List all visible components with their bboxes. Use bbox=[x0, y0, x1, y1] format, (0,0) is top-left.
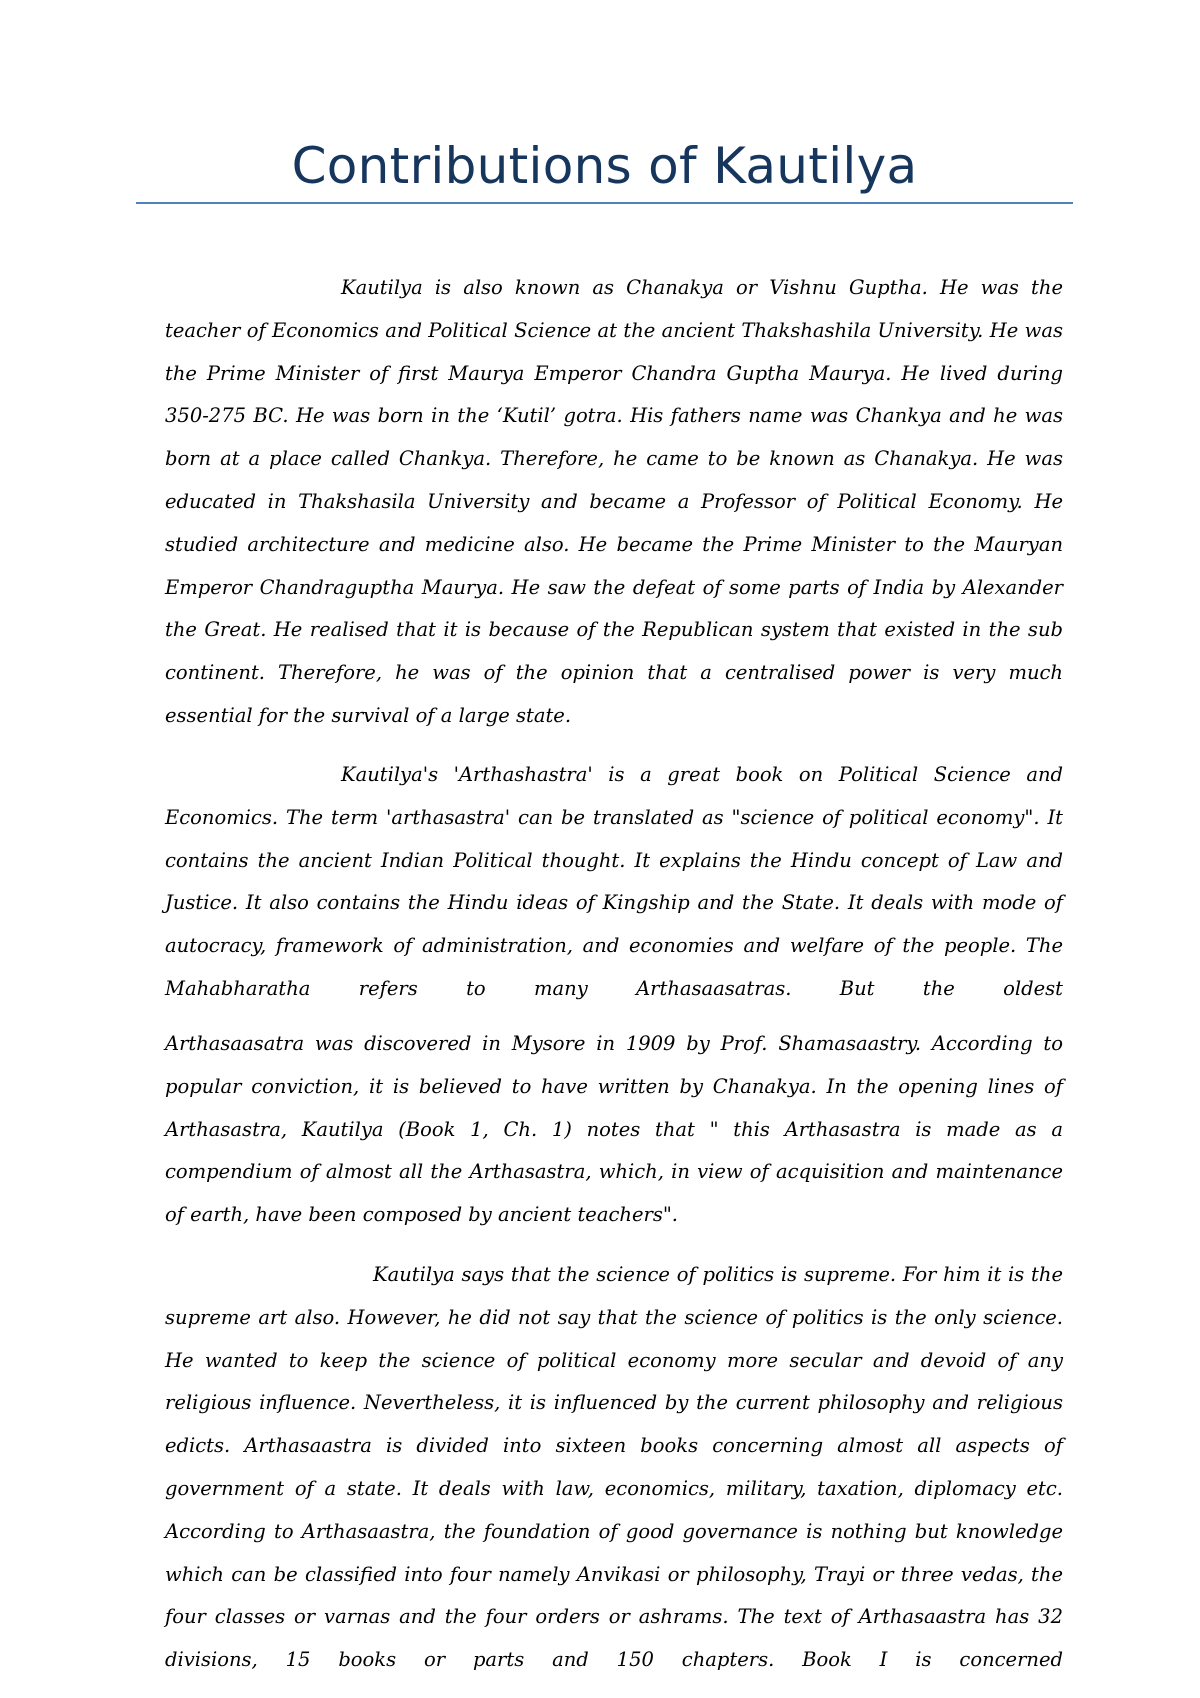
paragraph-arthashastra: Kautilya's 'Arthashastra' is a great book on Political Science and Economics. The term 'arthasastra' can be translated as "science of political economy". It contains the ancient Indian Political thought. It explains the Hindu concept of Law and Justice. It also contains the Hindu ideas of Kingship and the State. It deals with mode of autocracy, framework of administration, and economies and welfare of the people. The Mahabharatha refers to many Arthasaasatras. But the oldest bbox=[165, 763, 1063, 1000]
paragraph-science-of-politics: Kautilya says that the science of politics is supreme. For him it is the supreme art also. However, he did not say that the science of politics is the only science. He wanted to keep the science of political economy more secular and devoid of any religious influence. Nevertheless, it is influenced by the current philosophy and religious edicts. Arthasaastra is divided into sixteen books concerning almost all aspects of government of a state. It deals with law, economics, military, taxation, diplomacy etc. According to Arthasaastra, the foundation of good governance is nothing but knowledge which can be classified into four namely Anvikasi or philosophy, Trayi or three vedas, the four classes or varnas and the four orders or ashrams. The text of Arthasaastra has 32 divisions, 15 books or parts and 150 chapters. Book I is concerned bbox=[165, 1263, 1063, 1672]
title-underline bbox=[136, 202, 1073, 204]
paragraph-introduction: Kautilya is also known as Chanakya or Vishnu Guptha. He was the teacher of Economics and Political Science at the ancient Thakshashila University. He was the Prime Minister of first Maurya Emperor Chandra Guptha Maurya. He lived during 350-275 BC. He was born in the ‘Kutil’ gotra. His fathers name was Chankya and he was born at a place called Chankya. Therefore, he came to be known as Chanakya. He was educated in Thakshasila University and became a Professor of Political Economy. He studied architecture and medicine also. He became the Prime Minister to the Mauryan Emperor Chandraguptha Maurya. He saw the defeat of some parts of India by Alexander the Great. He realised that it is because of the Republican system that existed in the sub continent. Therefore, he was of the opinion that a centralised power is very much essential for the survival of a large state. bbox=[165, 276, 1063, 727]
page-title: Contributions of Kautilya bbox=[291, 137, 918, 195]
paragraph-arthashastra-continued: Arthasaasatra was discovered in Mysore in 1909 by Prof. Shamasaastry. According to popular conviction, it is believed to have written by Chanakya. In the opening lines of Arthasastra, Kautilya (Book 1, Ch. 1) notes that " this Arthasastra is made as a compendium of almost all the Arthasastra, which, in view of acquisition and maintenance of earth, have been composed by ancient teachers". bbox=[165, 1032, 1063, 1227]
